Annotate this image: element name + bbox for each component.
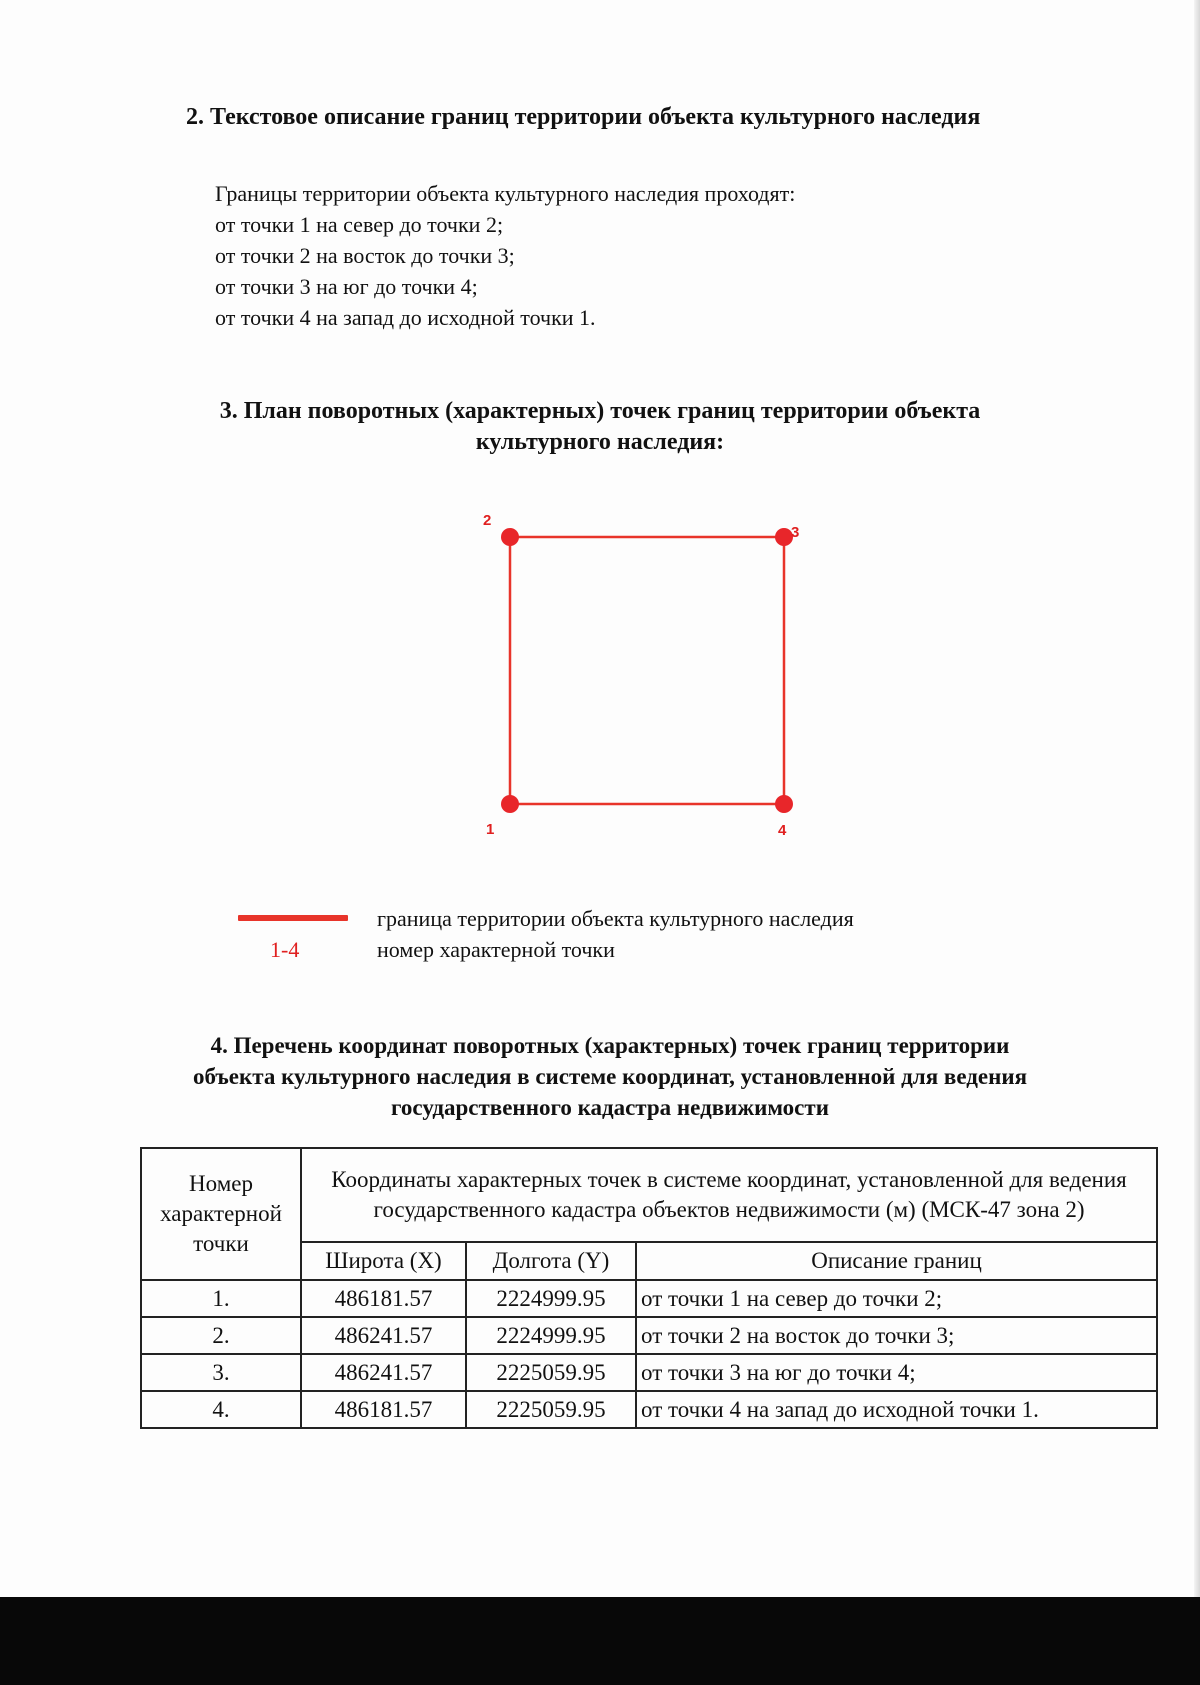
table-row <box>141 1280 1157 1317</box>
coordinates-header: Координаты характерных точек в системе координат, установленной для ведения государственного кадастра объектов недвижимости (м) (МСК-47 зона 2) <box>301 1148 1157 1242</box>
description-line: от точки 1 на север до точки 2; <box>215 212 504 237</box>
legend-boundary-line <box>238 915 348 921</box>
point-label-4: 4 <box>778 822 787 839</box>
longitude-cell: 2225059.95 <box>466 1354 636 1391</box>
latitude-cell: 486181.57 <box>301 1391 466 1428</box>
table-row <box>141 1391 1157 1428</box>
legend-boundary-text: граница территории объекта культурного наследия <box>377 906 854 931</box>
longitude-cell: 2225059.95 <box>466 1391 636 1428</box>
section4-heading-line1: 4. Перечень координат поворотных (характерных) точек границ территории <box>210 1033 1010 1058</box>
longitude-cell: 2224999.95 <box>466 1280 636 1317</box>
boundary-description-header: Описание границ <box>636 1242 1157 1280</box>
boundary-description <box>215 178 795 333</box>
scan-edge <box>1194 0 1200 1600</box>
description-line: от точки 2 на восток до точки 3; <box>215 243 515 268</box>
boundary-plan-diagram <box>480 510 800 845</box>
description-line: от точки 4 на запад до исходной точки 1. <box>215 305 596 330</box>
point-number-cell: 2. <box>141 1317 301 1354</box>
point-number-header: Номер характерной точки <box>141 1148 301 1280</box>
latitude-cell: 486181.57 <box>301 1280 466 1317</box>
latitude-cell: 486241.57 <box>301 1354 466 1391</box>
longitude-cell: 2224999.95 <box>466 1317 636 1354</box>
description-cell: от точки 3 на юг до точки 4; <box>636 1354 1157 1391</box>
point-marker-1 <box>501 795 519 813</box>
latitude-cell: 486241.57 <box>301 1317 466 1354</box>
point-label-3: 3 <box>791 524 800 541</box>
description-line: от точки 3 на юг до точки 4; <box>215 274 478 299</box>
legend-point-number-text: номер характерной точки <box>377 937 615 962</box>
point-marker-2 <box>501 528 519 546</box>
description-cell: от точки 4 на запад до исходной точки 1. <box>636 1391 1157 1428</box>
section4-heading <box>110 1030 1110 1123</box>
coordinates-table <box>140 1147 1158 1429</box>
section4-heading-line3: государственного кадастра недвижимости <box>391 1095 829 1120</box>
section4-heading-line2: объекта культурного наследия в системе координат, установленной для ведения <box>192 1064 1028 1089</box>
section3-heading-line2: культурного наследия: <box>475 429 725 455</box>
description-cell: от точки 2 на восток до точки 3; <box>636 1317 1157 1354</box>
section2-heading: 2. Текстовое описание границ территории объекта культурного наследия <box>186 104 981 130</box>
scan-bottom-bar <box>0 1597 1200 1685</box>
table-row <box>141 1317 1157 1354</box>
section3-heading-line1: 3. План поворотных (характерных) точек границ территории объекта <box>219 398 981 424</box>
point-number-cell: 3. <box>141 1354 301 1391</box>
point-label-1: 1 <box>486 821 495 838</box>
point-marker-4 <box>775 795 793 813</box>
longitude-header: Долгота (Y) <box>466 1242 636 1280</box>
description-cell: от точки 1 на север до точки 2; <box>636 1280 1157 1317</box>
section3-heading <box>150 396 1050 458</box>
point-number-cell: 1. <box>141 1280 301 1317</box>
boundary-polygon <box>510 537 784 804</box>
legend-point-number-sample: 1-4 <box>270 937 300 962</box>
point-number-cell: 4. <box>141 1391 301 1428</box>
table-row <box>141 1354 1157 1391</box>
latitude-header: Широта (X) <box>301 1242 466 1280</box>
description-line: Границы территории объекта культурного наследия проходят: <box>215 181 796 206</box>
point-label-2: 2 <box>483 512 492 529</box>
